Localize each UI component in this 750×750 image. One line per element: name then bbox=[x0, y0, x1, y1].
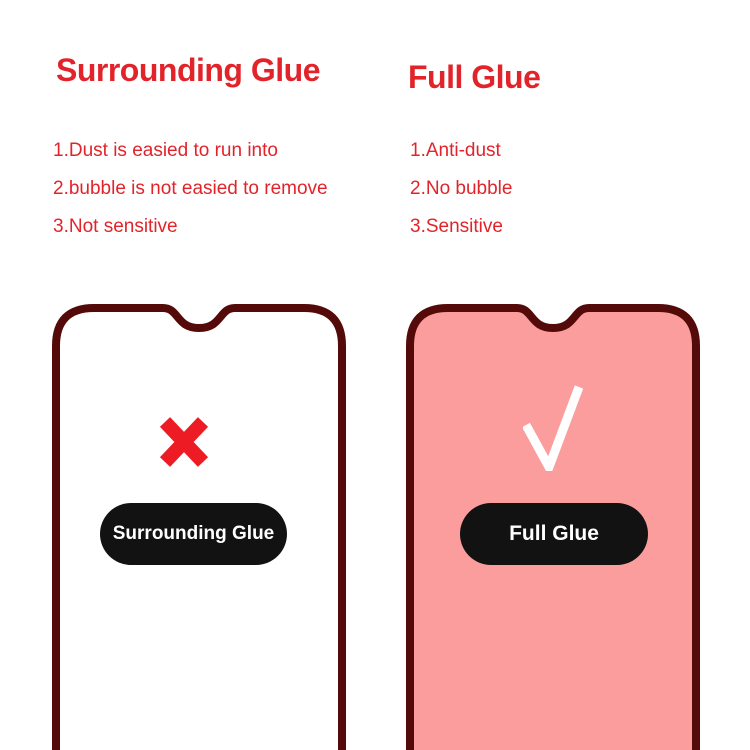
list-item: 1.Dust is easied to run into bbox=[53, 140, 278, 161]
left-phone-label: Surrounding Glue bbox=[100, 503, 287, 565]
list-item: 2.bubble is not easied to remove bbox=[53, 178, 328, 199]
full-glue-phone bbox=[406, 304, 700, 750]
list-item: 1.Anti-dust bbox=[410, 140, 501, 161]
list-item: 3.Not sensitive bbox=[53, 216, 178, 237]
x-mark-icon bbox=[160, 416, 208, 468]
check-mark-icon bbox=[523, 383, 583, 471]
list-item: 3.Sensitive bbox=[410, 216, 503, 237]
right-phone-label: Full Glue bbox=[460, 503, 648, 565]
right-points-list bbox=[410, 140, 512, 254]
list-item: 2.No bubble bbox=[410, 178, 513, 199]
surrounding-glue-phone bbox=[52, 304, 346, 750]
right-column-title: Full Glue bbox=[408, 59, 541, 95]
left-column-title: Surrounding Glue bbox=[56, 52, 320, 88]
left-points-list bbox=[53, 140, 328, 254]
